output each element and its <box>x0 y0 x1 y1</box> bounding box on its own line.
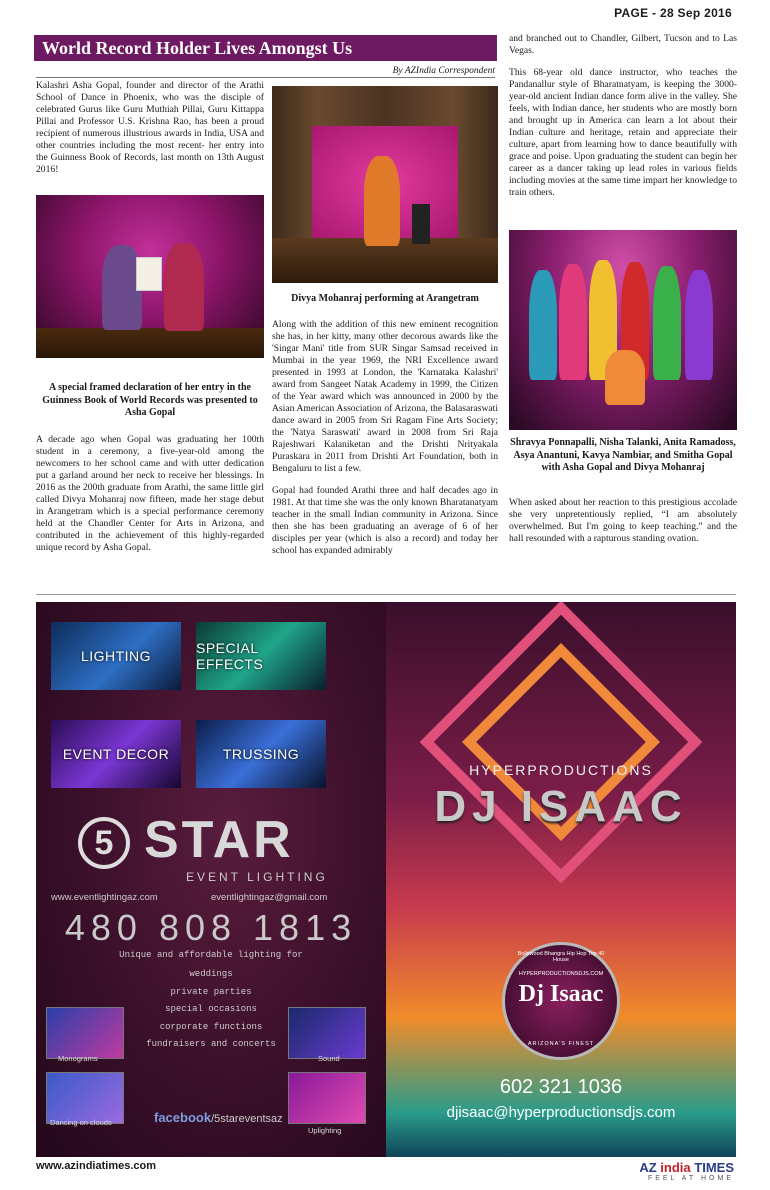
footer-website[interactable]: www.azindiatimes.com <box>36 1160 157 1172</box>
service-item: corporate functions <box>159 1021 263 1032</box>
dj-isaac-ad[interactable] <box>386 602 736 1157</box>
article-paragraph: A decade ago when Gopal was graduating her 100th student in a ceremony, a five-year-old among the newcomers to her school came and with utter dedication put a garland around her neck to receive her blessings. In 2016 as the 200th graduate from Arathi, the same little girl called Divya Mohanraj now fifteen, made her stage debut in Arangetram which is a special performance ceremony held at the Chandler Center for Arts in Arizona, and contributed in the achievement of this highly-regarded unique record by Asha Gopal. <box>36 434 264 553</box>
trussing-tile: TRUSSING <box>196 720 326 788</box>
event-decor-tile: EVENT DECOR <box>51 720 181 788</box>
article-column-2 <box>272 319 498 567</box>
facebook-handle: /5stareventsaz <box>211 1113 283 1125</box>
service-item: special occasions <box>165 1004 257 1014</box>
dj-isaac-title: DJ ISAAC <box>434 782 688 831</box>
article-headline: World Record Holder Lives Amongst Us <box>34 35 497 61</box>
service-item: weddings <box>189 969 233 979</box>
article-column-1-top <box>36 80 264 186</box>
service-item: private parties <box>170 986 252 997</box>
thumbnail-label: Sound <box>318 1054 340 1063</box>
five-star-phone: 480 808 1813 <box>64 907 358 948</box>
logo-tagline: FEEL AT HOME <box>647 1175 734 1182</box>
article-paragraph: Along with the addition of this new eminent recognition she has, in her kitty, many other decorous awards like the 'Singar Mani' title from SUR Singar Samsad received in Mumbai in the year 1969, the NRI Excellence award presented in 1993 at London, the 'Karnataka Kalashri' award from Sangeet Natak Academy in 1999, the Citizen of the Year award which was announced in 2000 by the Asian American Association of Arizona, the Balasaraswati dance award in 2005 from Sri Ragam Fine Arts Society; the 'Natya Saraswati' award in 2008 from Sri Raja Rajeshwari Kalaniketan and the Drishti Nrityakala Puraskara in 2011 from Drishti Art Foundation, both in Bengaluru to list a few. <box>272 319 498 474</box>
logo-times: TIMES <box>694 1160 734 1175</box>
article-paragraph: This 68-year old dance instructor, who teaches the Pandanallur style of Bharatnatyam, is keeping the 3000-year-old ancient Indian dance form alive in the valley. She feels, with Indian dance, her students who are mostly born and brought up in America can learn a lot about their Indian culture and heritage, retain and appreciate their culture, apart from learning how to dance beautifully with grace and poise. Upon graduating the student can begin her career as a dancer taking up lead roles in various fields including movies at the same time impart her knowledge to train others. <box>509 67 737 198</box>
article-column-3-bottom <box>509 497 737 555</box>
article-paragraph: Kalashri Asha Gopal, founder and director of the Arathi School of Dance in Phoenix, who was the disciple of celebrated Gurus like Guru Muthiah Pillai, Guru Kittappa Pillai and Professor U.S. Krishna Rao, has been a proud recipient of numerous illustrious awards in India, USA and other countries including the most recent- her entry into the Guinness Book of Records, last month on 13th August 2016! <box>36 80 264 175</box>
dj-email[interactable]: djisaac@hyperproductionsdjs.com <box>446 1104 676 1121</box>
facebook-icon: facebook <box>154 1110 212 1125</box>
lighting-tile: LIGHTING <box>51 622 181 690</box>
monograms-thumbnail <box>46 1007 124 1059</box>
five-star-logo-icon: 5 <box>78 817 130 869</box>
facebook-link[interactable] <box>154 1110 283 1125</box>
dancing-on-clouds-thumbnail <box>46 1072 124 1124</box>
badge-footer: ARIZONA'S FINEST <box>527 1041 595 1047</box>
special-effects-tile: SPECIAL EFFECTS <box>196 622 326 690</box>
page-number: PAGE - 28 Sep 2016 <box>614 6 732 20</box>
award-photo <box>36 195 264 358</box>
article-column-3-top <box>509 33 737 209</box>
dj-isaac-badge <box>502 942 620 1060</box>
badge-genres: Bollywood Bhangra Hip Hop Top 40 House <box>517 951 605 963</box>
logo-az: AZ <box>639 1160 657 1175</box>
thumbnail-label: Dancing on clouds <box>50 1118 112 1127</box>
five-star-website[interactable]: www.eventlightingaz.com <box>51 892 158 903</box>
article-paragraph: When asked about her reaction to this prestigious accolade she very unpretentiously replied, “I am absolutely overwhelmed. But I'm going to keep teaching.” and the hall resounded with a rapturous standing ovation. <box>509 497 737 544</box>
group-photo <box>509 230 737 430</box>
az-india-times-logo <box>639 1160 734 1182</box>
award-photo-caption: A special framed declaration of her entry in the Guinness Book of World Records was presented to Asha Gopal <box>42 382 258 418</box>
badge-url: HYPERPRODUCTIONSDJS.COM <box>518 971 604 977</box>
sound-thumbnail <box>288 1007 366 1059</box>
dance-photo <box>272 86 498 283</box>
five-star-event-lighting-ad[interactable] <box>36 602 386 1157</box>
service-item: fundraisers and concerts <box>146 1039 276 1049</box>
group-photo-caption: Shravya Ponnapalli, Nisha Talanki, Anita Ramadoss, Asya Anantuni, Kavya Nambiar, and Smitha Gopal with Asha Gopal and Divya Mohanraj <box>510 437 736 473</box>
article-paragraph: and branched out to Chandler, Gilbert, Tucson and to Las Vegas. <box>509 33 737 56</box>
hyperproductions-label: HYPERPRODUCTIONS <box>469 762 653 778</box>
logo-india: india <box>660 1160 691 1175</box>
five-star-tagline: Unique and affordable lighting for <box>119 950 303 960</box>
five-star-logo-subtitle: EVENT LIGHTING <box>186 870 328 884</box>
thumbnail-label: Uplighting <box>308 1126 342 1135</box>
dj-phone: 602 321 1036 <box>499 1076 623 1098</box>
article-column-1-bottom <box>36 434 264 564</box>
thumbnail-label: Monograms <box>58 1054 98 1063</box>
uplighting-thumbnail <box>288 1072 366 1124</box>
badge-name: Dj Isaac <box>518 981 604 1007</box>
five-star-email[interactable]: eventlightingaz@gmail.com <box>211 892 328 903</box>
dance-photo-caption: Divya Mohanraj performing at Arangetram <box>291 293 479 304</box>
five-star-logo-word: STAR <box>144 811 294 869</box>
section-divider <box>36 594 736 595</box>
article-byline: By AZIndia Correspondent <box>36 66 495 78</box>
article-paragraph: Gopal had founded Arathi three and half decades ago in 1981. At that time she was the only known Bharatanatyam teacher in the small Indian community in Arizona. Since then she has been graduating an average of 6 of her disciples per year (which is also a record) and today her school has expanded admirably <box>272 485 498 556</box>
